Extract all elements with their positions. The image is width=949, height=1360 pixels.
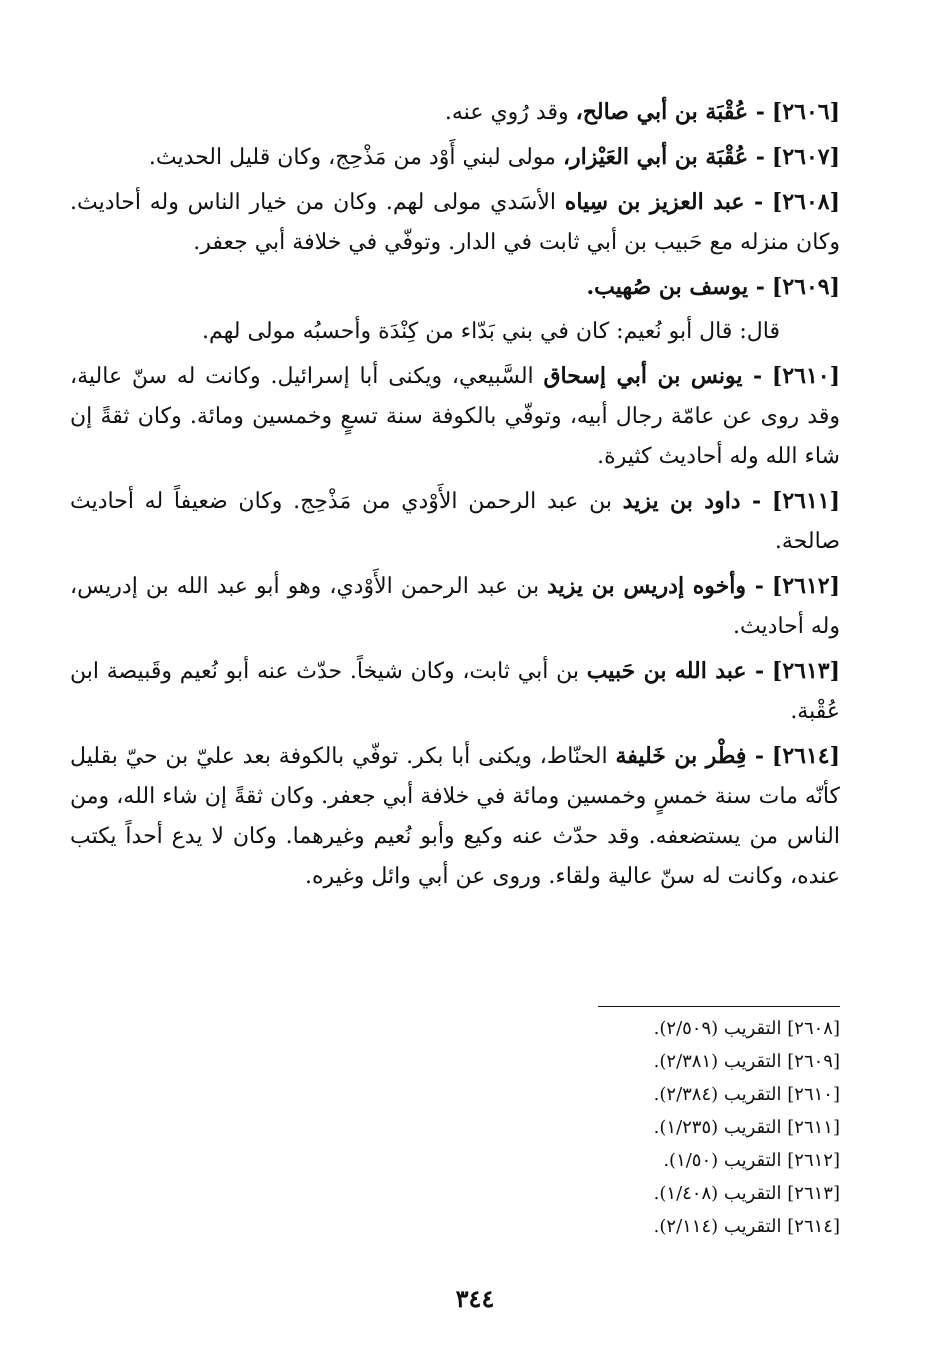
entry-text: وقد رُوي عنه.: [444, 100, 576, 125]
entry-number: [٢٦١٤]: [771, 743, 840, 769]
footnote-2608: [٢٦٠٨] التقريب (٢/٥٠٩).: [653, 1018, 840, 1039]
entry-2606: [70, 92, 840, 133]
entry-name: - عُقْبَة بن أبي العَيْزار،: [562, 144, 765, 170]
entry-number: [٢٦١٣]: [771, 658, 840, 684]
entry-number: [٢٦١١]: [771, 488, 840, 514]
entry-text: الأسَدي مولى لهم. وكان من خيار الناس وله أحاديث. وكان منزله مع حَبيب بن أبي ثابت في الدار. وتوفّي في خلافة أبي جعفر.: [70, 190, 840, 255]
page-number: ٣٤٤: [455, 1284, 495, 1313]
footnote-2612: [٢٦١٢] التقريب (١/٥٠).: [663, 1150, 840, 1171]
entry-name: - عبد الله بن حَبيب: [586, 658, 765, 684]
entry-2607: [70, 137, 840, 178]
entry-number: [٢٦١٠]: [771, 363, 841, 389]
entry-2609: [70, 267, 840, 308]
entry-2608: [70, 182, 840, 263]
entry-number: [٢٦٠٩]: [771, 274, 840, 300]
entry-2611: [70, 481, 840, 562]
entry-text: السَّبيعي، ويكنى أبا إسرائيل. وكانت له سنّ عالية، وقد روى عن عامّة رجال أبيه، وتوفّي بالكوفة سنة تسعٍ وخمسين ومائة. وكان ثقةً إن شاء الله وله أحاديث كثيرة.: [70, 364, 840, 469]
entry-name: - فِطْر بن خَليفة: [615, 743, 765, 769]
entry-name: - وأخوه إدريس بن يزيد: [547, 573, 764, 599]
entry-2614: [70, 736, 840, 897]
entry-2609-note: [70, 312, 840, 352]
entry-text: بن عبد الرحمن الأَوْدي من مَذْحِج. وكان ضعيفاً له أحاديث صالحة.: [70, 489, 840, 554]
entry-text: مولى لبني أَوْد من مَذْحِج، وكان قليل الحديث.: [148, 145, 563, 170]
footnote-2610: [٢٦١٠] التقريب (٢/٣٨٤).: [653, 1084, 840, 1105]
footnote-2613: [٢٦١٣] التقريب (١/٤٠٨).: [653, 1183, 840, 1204]
entry-2613: [70, 651, 840, 732]
entry-text: الحنّاط، ويكنى أبا بكر. توفّي بالكوفة بعد عليّ بن حيّ بقليل كأنّه مات سنة خمسٍ وخمسين ومائة في خلافة أبي جعفر. وكان ثقةً إن شاء الله، ومن الناس من يستضعفه. وقد حدّث عنه وكيع وأبو نُعيم وغيرهما. وكان لا يدع أحداً يكتب عنده، وكانت له سنّ عالية ولقاء. وروى عن أبي وائل وغيره.: [70, 744, 840, 889]
entry-number: [٢٦١٢]: [771, 573, 840, 599]
entry-text: قال: قال أبو نُعيم: كان في بني بَدّاء من كِنْدَة وأحسبُه مولى لهم.: [202, 319, 780, 344]
footnote-divider: [598, 1006, 840, 1007]
entry-name: - يوسف بن صُهيب.: [586, 274, 765, 300]
entry-name: - يونس بن أبي إسحاق: [543, 363, 763, 389]
entry-text: بن عبد الرحمن الأَوْدي، وهو أبو عبد الله بن إدريس، وله أحاديث.: [70, 574, 840, 639]
footnote-2614: [٢٦١٤] التقريب (٢/١١٤).: [653, 1216, 840, 1237]
entry-number: [٢٦٠٧]: [771, 144, 840, 170]
entry-name: - عُقْبَة بن أبي صالح،: [575, 99, 765, 125]
entry-number: [٢٦٠٨]: [771, 189, 840, 215]
entry-name: - عبد العزيز بن سِياه: [564, 189, 764, 215]
entry-text: بن أبي ثابت، وكان شيخاً. حدّث عنه أبو نُعيم وقَبيصة ابن عُقْبة.: [70, 659, 840, 724]
entry-2610: [70, 356, 840, 477]
footnote-2609: [٢٦٠٩] التقريب (٢/٣٨١).: [653, 1051, 840, 1072]
footnotes: [590, 1012, 840, 1243]
entry-number: [٢٦٠٦]: [771, 99, 840, 125]
entry-name: - داود بن يزيد: [622, 488, 762, 514]
biography-text: [70, 92, 840, 901]
entry-2612: [70, 566, 840, 647]
footnote-2611: [٢٦١١] التقريب (١/٢٣٥).: [653, 1117, 840, 1138]
